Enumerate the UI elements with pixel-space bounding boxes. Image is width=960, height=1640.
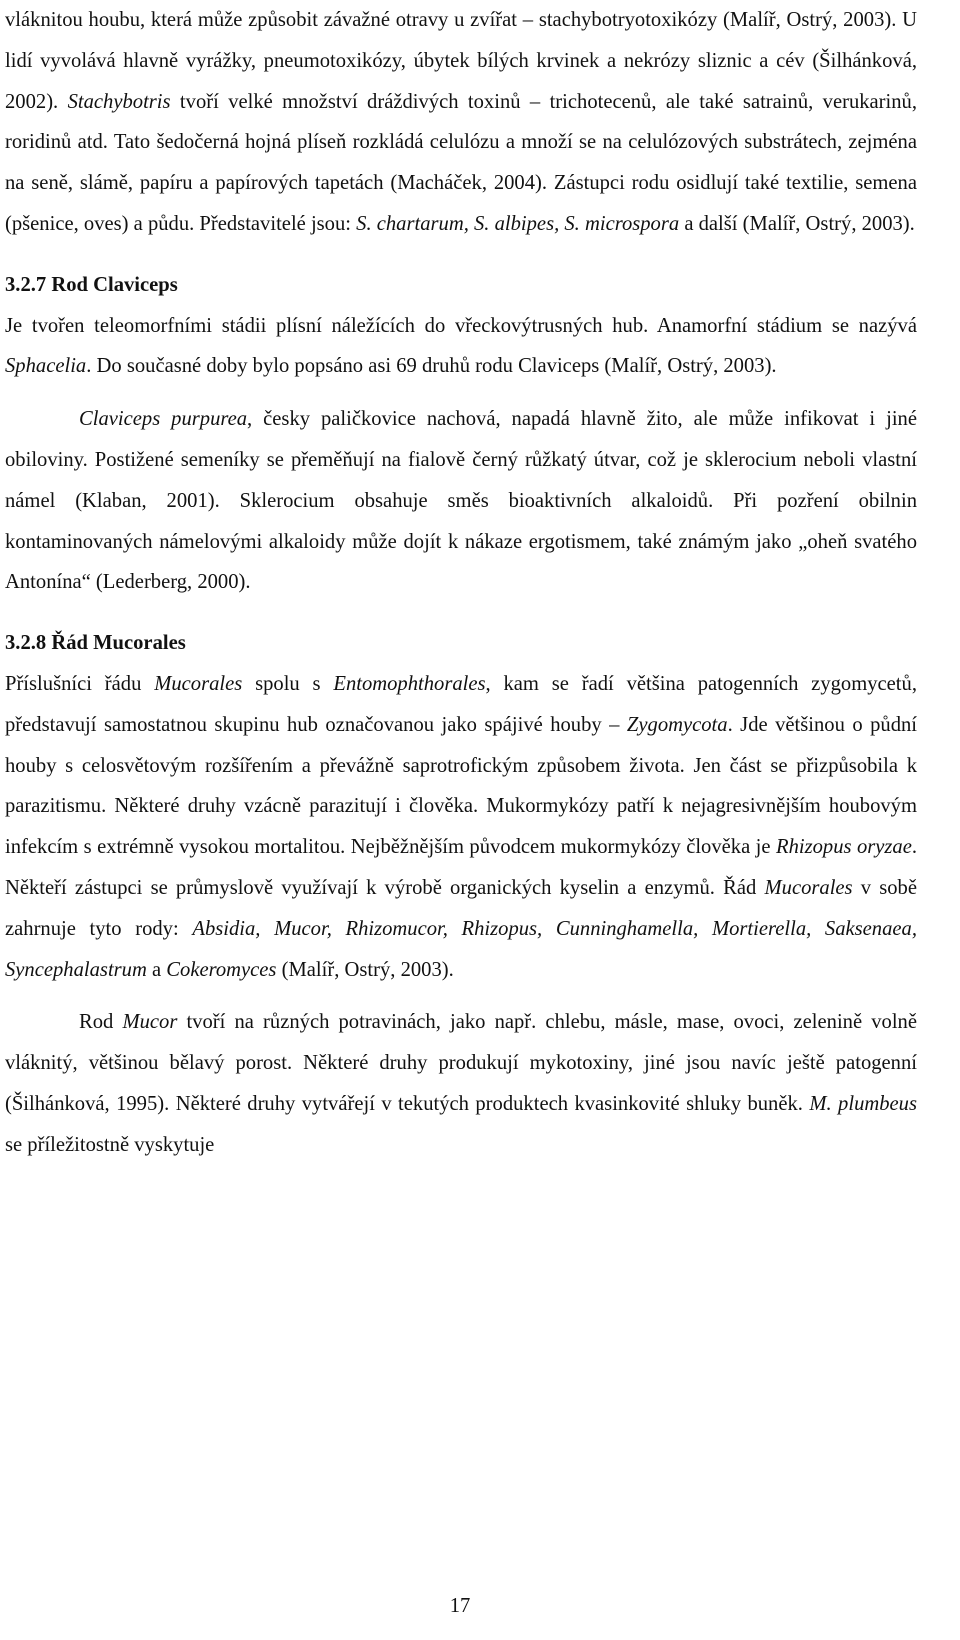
- paragraph-mucor: [5, 1002, 917, 1165]
- text-run: (Malíř, Ostrý, 2003).: [276, 958, 454, 981]
- paragraph-claviceps-purpurea: [5, 399, 917, 603]
- text-run: Rod: [79, 1011, 123, 1034]
- text-run: a: [146, 958, 167, 981]
- italic-text-run: Rhizopus oryzae: [775, 836, 912, 859]
- italic-text-run: Zygomycota: [626, 713, 728, 736]
- italic-text-run: Absidia, Mucor, Rhizomucor, Rhizopus, Cunninghamella, Mortierella, Saksenaea, Syncephalastrum: [5, 917, 917, 981]
- italic-text-run: Mucorales: [154, 672, 243, 695]
- text-run: spolu s: [242, 672, 334, 695]
- italic-text-run: Claviceps purpurea: [79, 408, 248, 431]
- text-run: a další (Malíř, Ostrý, 2003).: [679, 212, 915, 235]
- document-page: [5, 0, 917, 1166]
- text-run: , kam se řadí většina patogenních zygomycetů, představují samostatnou skupinu hub označovanou jako spájivé houby –: [5, 672, 917, 736]
- text-run: tvoří na různých potravinách, jako např. chlebu, másle, mase, ovoci, zelenině volně vláknitý, většinou bělavý porost. Některé druhy produkují mykotoxiny, jiné jsou navíc ještě patogenní (Šilhánková, 1995). Některé druhy vytvářejí v tekutých produktech kvasinkovité shluky buněk.: [5, 1011, 917, 1115]
- italic-text-run: Mucor: [122, 1011, 178, 1034]
- paragraph-claviceps-intro: [5, 306, 917, 388]
- text-run: Je tvořen teleomorfními stádii plísní náležících do vřeckovýtrusných hub. Anamorfní stádium se nazývá: [5, 314, 917, 337]
- text-run: . Někteří zástupci se průmyslově využívají k výrobě organických kyselin a enzymů. Řád: [5, 836, 918, 899]
- text-run: tvoří velké množství dráždivých toxinů – trichotecenů, ale také satrainů, verukarinů, roridinů atd. Tato šedočerná hojná plíseň rozkládá celulózu a množí se na celulózových substrátech, zejména na seně, slámě, papíru a papírových tapetách (Macháček, 2004). Zástupci rodu osidlují také textilie, semena (pšenice, oves) a půdu. Představitelé jsou:: [5, 90, 917, 235]
- italic-text-run: Entomophthorales: [333, 672, 486, 695]
- text-run: vláknitou houbu, která může způsobit závažné otravy u zvířat – stachybotryotoxikózy (Malíř, Ostrý, 2003). U lidí vyvolává hlavně vyrážky, pneumotoxikózy, úbytek bílých krvinek a nekrózy sliznic a cév (Šilhánková, 2002).: [5, 9, 917, 113]
- italic-text-run: Sphacelia: [5, 355, 87, 378]
- text-run: Příslušníci řádu: [5, 672, 155, 695]
- italic-text-run: M. plumbeus: [809, 1092, 917, 1115]
- text-run: v sobě zahrnuje tyto rody:: [5, 876, 917, 940]
- heading-mucorales: 3.2.8 Řád Mucorales: [5, 632, 186, 655]
- paragraph-stachybotrys: [5, 0, 917, 245]
- italic-text-run: Mucorales: [764, 876, 853, 899]
- page-number: 17: [449, 1595, 471, 1617]
- text-run: , česky paličkovice nachová, napadá hlavně žito, ale může infikovat i jiné obiloviny. Postižené semeníky se přeměňují na fialově černý růžkatý útvar, což je sklerocium neboli vlastní námel (Klaban, 2001). Sklerocium obsahuje směs bioaktivních alkaloidů. Při pozření obilnin kontaminovaných námelovými alkaloidy může dojít k nákaze ergotismem, také známým jako „oheň svatého Antonína“ (Lederberg, 2000).: [5, 408, 917, 594]
- paragraph-mucorales-intro: [5, 664, 917, 990]
- text-run: . Jde většinou o půdní houby s celosvětovým rozšířením a převážně saprotrofickým způsobem života. Jen část se přizpůsobila k parazitismu. Některé druhy vzácně parazitují i člověka. Mukormykózy patří k nejagresivnějším houbovým infekcím s extrémně vysokou mortalitou. Nejběžnějším původcem mukormykózy člověka je: [5, 713, 918, 859]
- heading-claviceps: 3.2.7 Rod Claviceps: [5, 273, 178, 296]
- italic-text-run: S. chartarum, S. albipes, S. microspora: [356, 212, 680, 235]
- italic-text-run: Stachybotris: [67, 90, 171, 113]
- text-run: se příležitostně vyskytuje: [5, 1133, 215, 1156]
- text-run: . Do současné doby bylo popsáno asi 69 druhů rodu Claviceps (Malíř, Ostrý, 2003).: [86, 355, 777, 378]
- italic-text-run: Cokeromyces: [166, 958, 277, 981]
